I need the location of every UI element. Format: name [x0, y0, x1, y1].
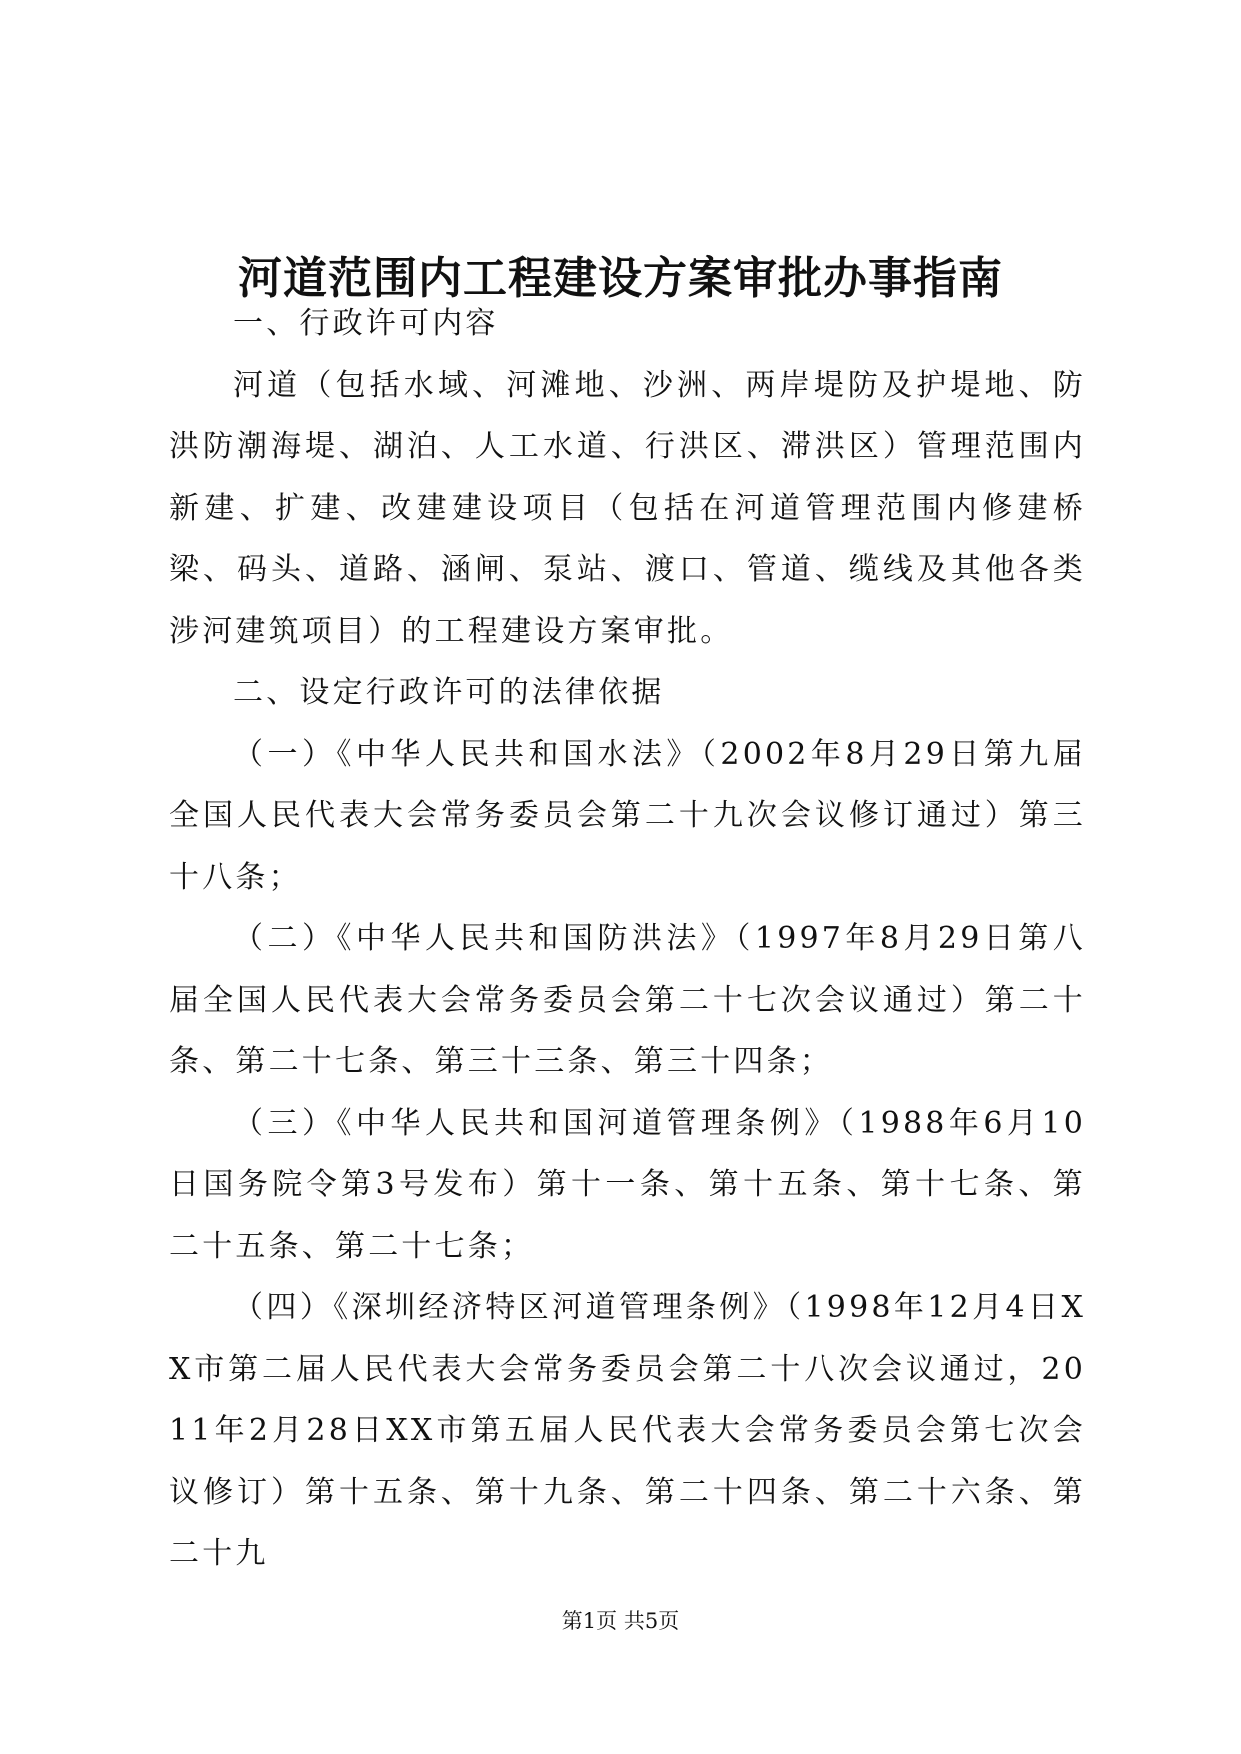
- legal-basis-item-1: （一）《中华人民共和国水法》（2002年8月29日第九届全国人民代表大会常务委员会第二十九次会议修订通过）第三十八条；: [169, 736, 1086, 895]
- page-number-footer: 第1页 共5页: [561, 1609, 680, 1633]
- legal-basis-item-2: （二）《中华人民共和国防洪法》（1997年8月29日第八届全国人民代表大会常务委员会第二十七次会议通过）第二十条、第二十七条、第三十三条、第三十四条；: [169, 921, 1086, 1079]
- document-body: [169, 293, 1086, 1585]
- legal-basis-item-3: （三）《中华人民共和国河道管理条例》（1988年6月10日国务院令第3号发布）第十一条、第十五条、第十七条、第二十五条、第二十七条；: [169, 1105, 1086, 1264]
- section-heading-2: 二、设定行政许可的法律依据: [233, 675, 665, 710]
- permit-content-paragraph: 河道（包括水域、河滩地、沙洲、两岸堤防及护堤地、防洪防潮海堤、湖泊、人工水道、行洪区、滞洪区）管理范围内新建、扩建、改建建设项目（包括在河道管理范围内修建桥梁、码头、道路、涵闸、泵站、渡口、管道、缆线及其他各类涉河建筑项目）的工程建设方案审批。: [169, 367, 1086, 649]
- document-title: 河道范围内工程建设方案审批办事指南: [238, 253, 1003, 305]
- section-heading-1: 一、行政许可内容: [233, 306, 499, 341]
- legal-basis-item-4: （四）《深圳经济特区河道管理条例》（1998年12月4日XX市第二届人民代表大会常务委员会第二十八次会议通过，2011年2月28日XX市第五届人民代表大会常务委员会第七次会议修订）第十五条、第十九条、第二十四条、第二十六条、第二十九: [169, 1290, 1086, 1571]
